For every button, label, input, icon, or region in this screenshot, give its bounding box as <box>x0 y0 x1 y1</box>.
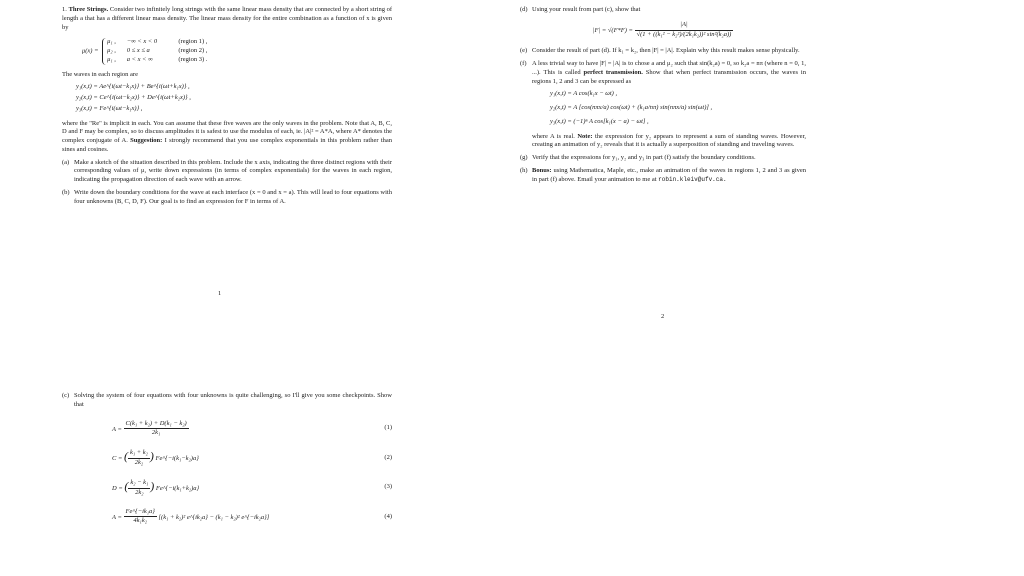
after-f-text: where A is real. Note: the expression for y₂ appears to represent a sum of standing waves. However, creating an animation of y₂ reveals that it is actually a superposition of standing and traveling waves. <box>532 132 807 149</box>
page-1 <box>62 6 392 211</box>
page-number-2: 2 <box>661 313 665 320</box>
wave-eq-3: y₃(x,t) = Fe^{i(ωt−k₁x)} , <box>76 104 143 112</box>
equation-2: C = ( $\frac{\text{k₁ + k₂}}{\text{2k₂}}$ ) Fe^{−i(k₁−k₂)a} (2) <box>112 449 392 467</box>
page-1-continued <box>62 392 392 536</box>
part-c: (c) Solving the system of four equations with four unknowns is quite challenging, so I'll give you some checkpoints. Show that <box>62 392 392 408</box>
case-row: μ₁ , −∞ < x < 0 (region 1) , <box>107 38 208 46</box>
equation-4: A = $\frac{\text{Fe\textasciicircum{}\{−ik₁a\}}}{\text{4k₁k₂}}$ [(k₁ + k₂)² e^{ik₂a} − (k₁ − k₂)² e^{−ik₂a}] (4) <box>112 507 392 525</box>
problem-title: Three Strings. <box>68 6 109 13</box>
case-row: μ₂ , 0 ≤ x ≤ a (region 2) , <box>107 47 208 55</box>
after-waves-text: where the "Re" is implicit in each. You can assume that these five waves are the only waves in the problem. Note that A, B, C, D and F may be complex, so to discuss amplitudes it is safest to use the modulus of each, ie. |A|² = A*A, where A* denotes the complex conjugate of A. Suggestion: I strongly recommend that you use complex exponentials in this problem rather than sines and cosines. <box>62 119 393 153</box>
wave-eq-2: y₂(x,t) = Ce^{i(ωt−k₂x)} + De^{i(ωt+k₂x)} , <box>76 94 191 102</box>
page-2 <box>520 6 806 188</box>
case-row: μ₁ , a < x < ∞ (region 3) . <box>107 55 208 63</box>
f-eq-2: y₂(x,t) = A [cos(nπx/a) cos(ωt) + (k₁a/nπ) sin(nπx/a) sin(ωt)] , <box>550 104 713 112</box>
mu-definition: μ(x) = μ₁ , −∞ < x < 0 (region 1) , μ₂ , 0 ≤ x ≤ a (region 2) , μ₁ , a < x < ∞ (region 3) . <box>82 38 208 63</box>
equation-d: |F| = √(F*F) = $\frac{|A|}{\text{√(1 + ((k₁² − k₂²)/(2k₁k₂))² sin²(k₂a))}}$ <box>592 20 732 38</box>
part-a: (a) Make a sketch of the situation described in this problem. Include the x axis, indicating the three distinct regions with their corresponding values of μ, write down expressions (in terms of complex exponentials) for the waves in each region, indicating the propagation direction of each wave with an arrow. <box>62 158 392 184</box>
equation-3: D = ( $\frac{\text{k₂ − k₁}}{\text{2k₂}}$ ) Fe^{−i(k₁+k₂)a} (3) <box>112 478 392 496</box>
f-eq-1: y₁(x,t) = A cos(k₁x − ωt) , <box>550 90 618 98</box>
page-number-1: 1 <box>218 290 222 297</box>
part-f: (f) A less trivial way to have |F| = |A| is to chose a and μ₂ such that sin(k₂a) = 0, so k₂a = nπ (where n = 0, 1, ...). This is called perfect transmission. Show that when perfect transmission occurs, the waves in regions 1, 2 and 3 can be expressed as <box>520 60 806 85</box>
equation-1: A = $\frac{\text{C(k₁ + k₂) + D(k₁ − k₂)}}{\text{2k₁}}$ (1) <box>112 419 392 437</box>
part-d: (d) Using your result from part (c), show that <box>520 6 641 13</box>
email-link[interactable]: robin.kleiv@ufv.ca. <box>658 175 727 183</box>
part-h: (h) Bonus: using Mathematica, Maple, etc., make an animation of the waves in regions 1, 2 and 3 as given in part (f) above. Email your animation to me at robin.kleiv@ufv.ca. <box>520 166 807 183</box>
waves-intro: The waves in each region are <box>62 70 138 78</box>
problem-intro: 1. Three Strings. Consider two infinitely long strings with the same linear mass density that are connected by a short string of length a that has a different linear mass density. The linear mass density for the entire combination as a function of x is given by <box>62 6 393 31</box>
cases-brace <box>102 38 207 64</box>
f-eq-3: y₃(x,t) = (−1)ⁿ A cos[k₁(x − a) − ωt] , <box>550 117 649 125</box>
f-equations <box>550 90 806 126</box>
wave-eq-1: y₁(x,t) = Ae^{i(ωt−k₁x)} + Be^{i(ωt+k₁x)} , <box>76 83 190 91</box>
wave-equations <box>76 83 392 113</box>
part-e: (e) Consider the result of part (d). If k₁ = k₂, then |F| = |A|. Explain why this result makes sense physically. <box>520 47 800 55</box>
part-g: (g) Verify that the expressions for y₁, y₂ and y₃ in part (f) satisfy the boundary conditions. <box>520 154 756 162</box>
part-b: (b) Write down the boundary conditions for the wave at each interface (x = 0 and x = a). This will lead to four equations with four unknowns (B, C, D, F). Our goal is to find an expression for F in terms of A. <box>62 189 392 205</box>
